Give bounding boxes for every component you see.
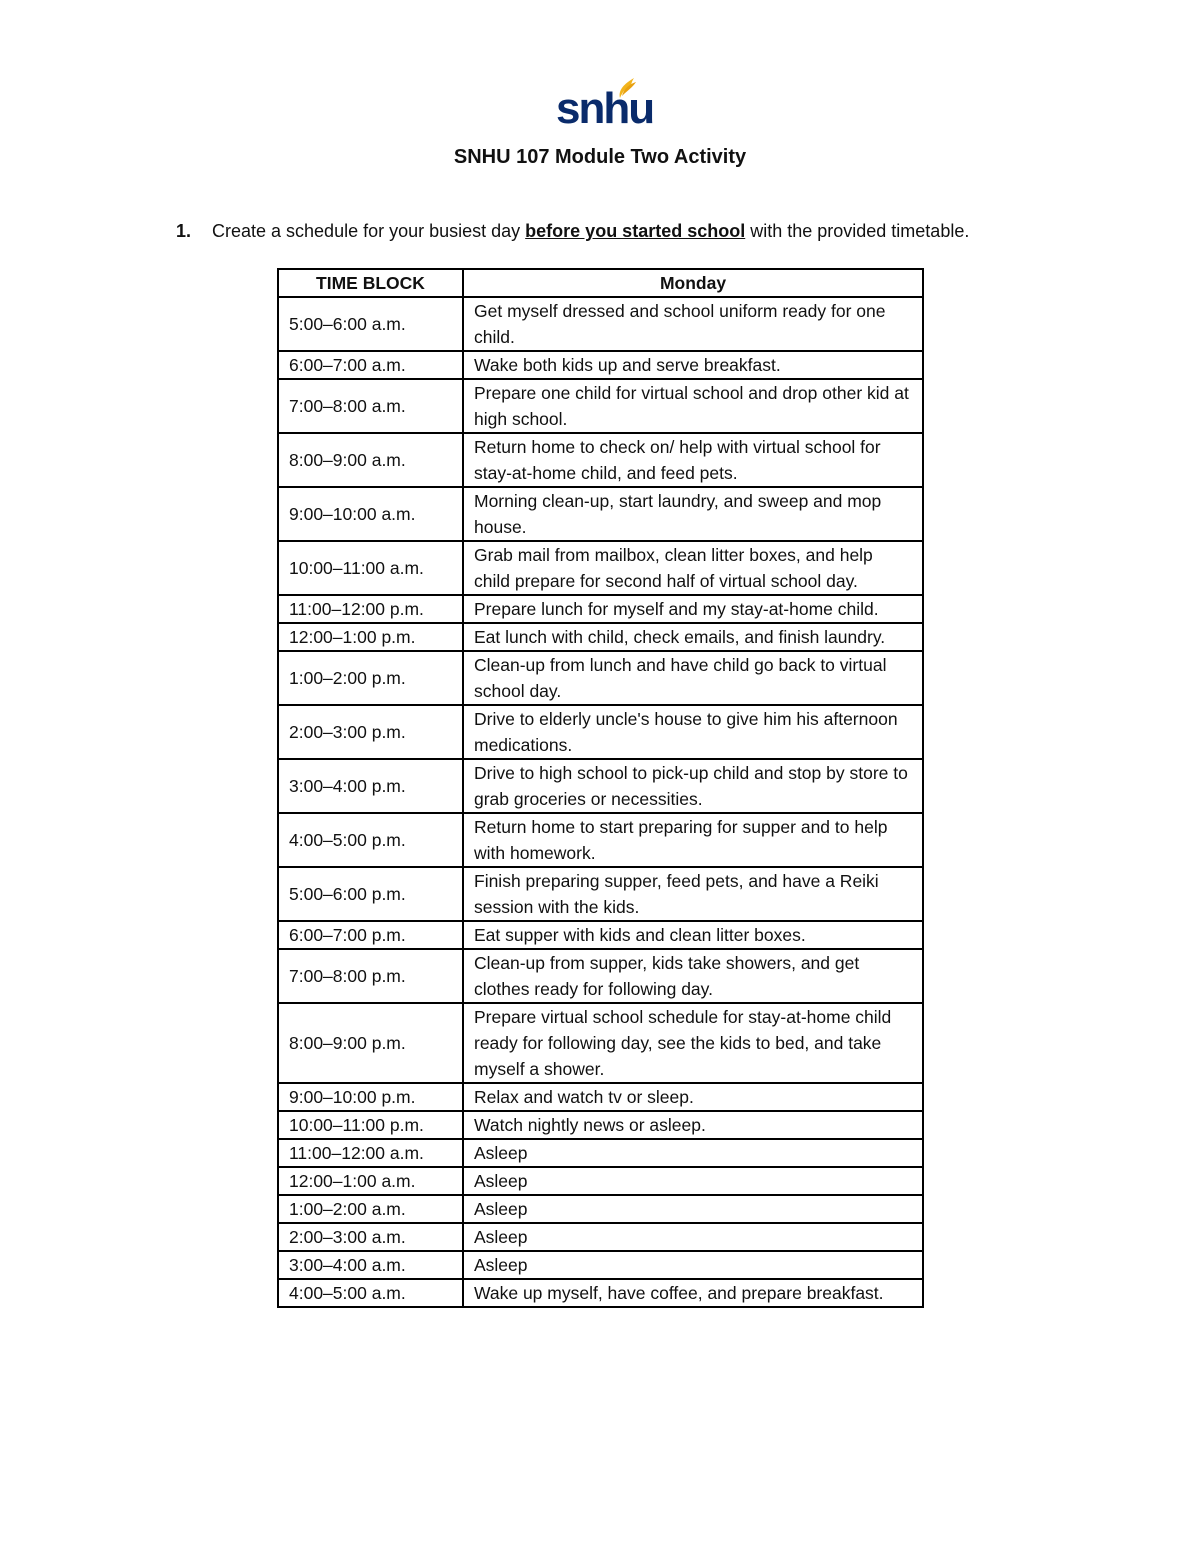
table-row [278, 867, 923, 921]
table-row [278, 1195, 923, 1223]
table-row [278, 1167, 923, 1195]
table-row [278, 1111, 923, 1139]
table-row [278, 379, 923, 433]
header-monday: Monday [463, 269, 923, 297]
table-row [278, 541, 923, 595]
page-title: SNHU 107 Module Two Activity [453, 146, 747, 168]
activity-cell: Watch nightly news or asleep. [463, 1111, 923, 1139]
table-row [278, 297, 923, 351]
table-row [278, 433, 923, 487]
table-row [278, 487, 923, 541]
time-cell: 4:00–5:00 p.m. [278, 813, 463, 867]
schedule-body [278, 297, 923, 1307]
activity-cell: Asleep [463, 1167, 923, 1195]
activity-cell: Prepare virtual school schedule for stay-at-home child ready for following day, see the kids to bed, and take myself a shower. [463, 1003, 923, 1083]
time-cell: 1:00–2:00 a.m. [278, 1195, 463, 1223]
table-row [278, 1139, 923, 1167]
time-cell: 7:00–8:00 p.m. [278, 949, 463, 1003]
schedule-table [277, 268, 924, 1308]
time-cell: 5:00–6:00 p.m. [278, 867, 463, 921]
logo-wordmark: snhu [556, 84, 654, 133]
activity-cell: Wake both kids up and serve breakfast. [463, 351, 923, 379]
activity-cell: Eat lunch with child, check emails, and finish laundry. [463, 623, 923, 651]
time-cell: 3:00–4:00 a.m. [278, 1251, 463, 1279]
activity-cell: Relax and watch tv or sleep. [463, 1083, 923, 1111]
time-cell: 4:00–5:00 a.m. [278, 1279, 463, 1307]
time-cell: 12:00–1:00 p.m. [278, 623, 463, 651]
time-cell: 8:00–9:00 p.m. [278, 1003, 463, 1083]
table-row [278, 595, 923, 623]
question-1 [176, 219, 969, 243]
question-number: 1. [176, 221, 192, 241]
activity-cell: Eat supper with kids and clean litter boxes. [463, 921, 923, 949]
time-cell: 10:00–11:00 a.m. [278, 541, 463, 595]
time-cell: 11:00–12:00 a.m. [278, 1139, 463, 1167]
time-cell: 2:00–3:00 p.m. [278, 705, 463, 759]
time-cell: 9:00–10:00 p.m. [278, 1083, 463, 1111]
snhu-logo [556, 74, 654, 134]
time-cell: 1:00–2:00 p.m. [278, 651, 463, 705]
table-header-row [278, 269, 923, 297]
time-cell: 6:00–7:00 a.m. [278, 351, 463, 379]
time-cell: 7:00–8:00 a.m. [278, 379, 463, 433]
activity-cell: Clean-up from supper, kids take showers, and get clothes ready for following day. [463, 949, 923, 1003]
activity-cell: Asleep [463, 1139, 923, 1167]
activity-cell: Drive to high school to pick-up child and stop by store to grab groceries or necessities. [463, 759, 923, 813]
header-time-block: TIME BLOCK [278, 269, 463, 297]
activity-cell: Wake up myself, have coffee, and prepare breakfast. [463, 1279, 923, 1307]
table-row [278, 1003, 923, 1083]
table-row [278, 921, 923, 949]
activity-cell: Morning clean-up, start laundry, and sweep and mop house. [463, 487, 923, 541]
activity-cell: Return home to start preparing for supper and to help with homework. [463, 813, 923, 867]
table-row [278, 1279, 923, 1307]
activity-cell: Prepare lunch for myself and my stay-at-home child. [463, 595, 923, 623]
activity-cell: Asleep [463, 1223, 923, 1251]
time-cell: 8:00–9:00 a.m. [278, 433, 463, 487]
activity-cell: Finish preparing supper, feed pets, and have a Reiki session with the kids. [463, 867, 923, 921]
time-cell: 5:00–6:00 a.m. [278, 297, 463, 351]
table-row [278, 949, 923, 1003]
activity-cell: Prepare one child for virtual school and drop other kid at high school. [463, 379, 923, 433]
table-row [278, 1251, 923, 1279]
activity-cell: Asleep [463, 1251, 923, 1279]
time-cell: 11:00–12:00 p.m. [278, 595, 463, 623]
time-cell: 10:00–11:00 p.m. [278, 1111, 463, 1139]
table-row [278, 813, 923, 867]
table-row [278, 623, 923, 651]
question-prefix: Create a schedule for your busiest day [212, 221, 526, 241]
time-cell: 6:00–7:00 p.m. [278, 921, 463, 949]
table-row [278, 705, 923, 759]
table-row [278, 651, 923, 705]
time-cell: 3:00–4:00 p.m. [278, 759, 463, 813]
table-row [278, 1083, 923, 1111]
table-row [278, 759, 923, 813]
table-row [278, 1223, 923, 1251]
activity-cell: Return home to check on/ help with virtual school for stay-at-home child, and feed pets. [463, 433, 923, 487]
activity-cell: Asleep [463, 1195, 923, 1223]
activity-cell: Drive to elderly uncle's house to give him his afternoon medications. [463, 705, 923, 759]
table-row [278, 351, 923, 379]
time-cell: 9:00–10:00 a.m. [278, 487, 463, 541]
activity-cell: Get myself dressed and school uniform ready for one child. [463, 297, 923, 351]
question-suffix: with the provided timetable. [745, 221, 970, 241]
activity-cell: Grab mail from mailbox, clean litter boxes, and help child prepare for second half of virtual school day. [463, 541, 923, 595]
activity-cell: Clean-up from lunch and have child go back to virtual school day. [463, 651, 923, 705]
time-cell: 2:00–3:00 a.m. [278, 1223, 463, 1251]
question-emphasis: before you started school [525, 221, 746, 241]
time-cell: 12:00–1:00 a.m. [278, 1167, 463, 1195]
